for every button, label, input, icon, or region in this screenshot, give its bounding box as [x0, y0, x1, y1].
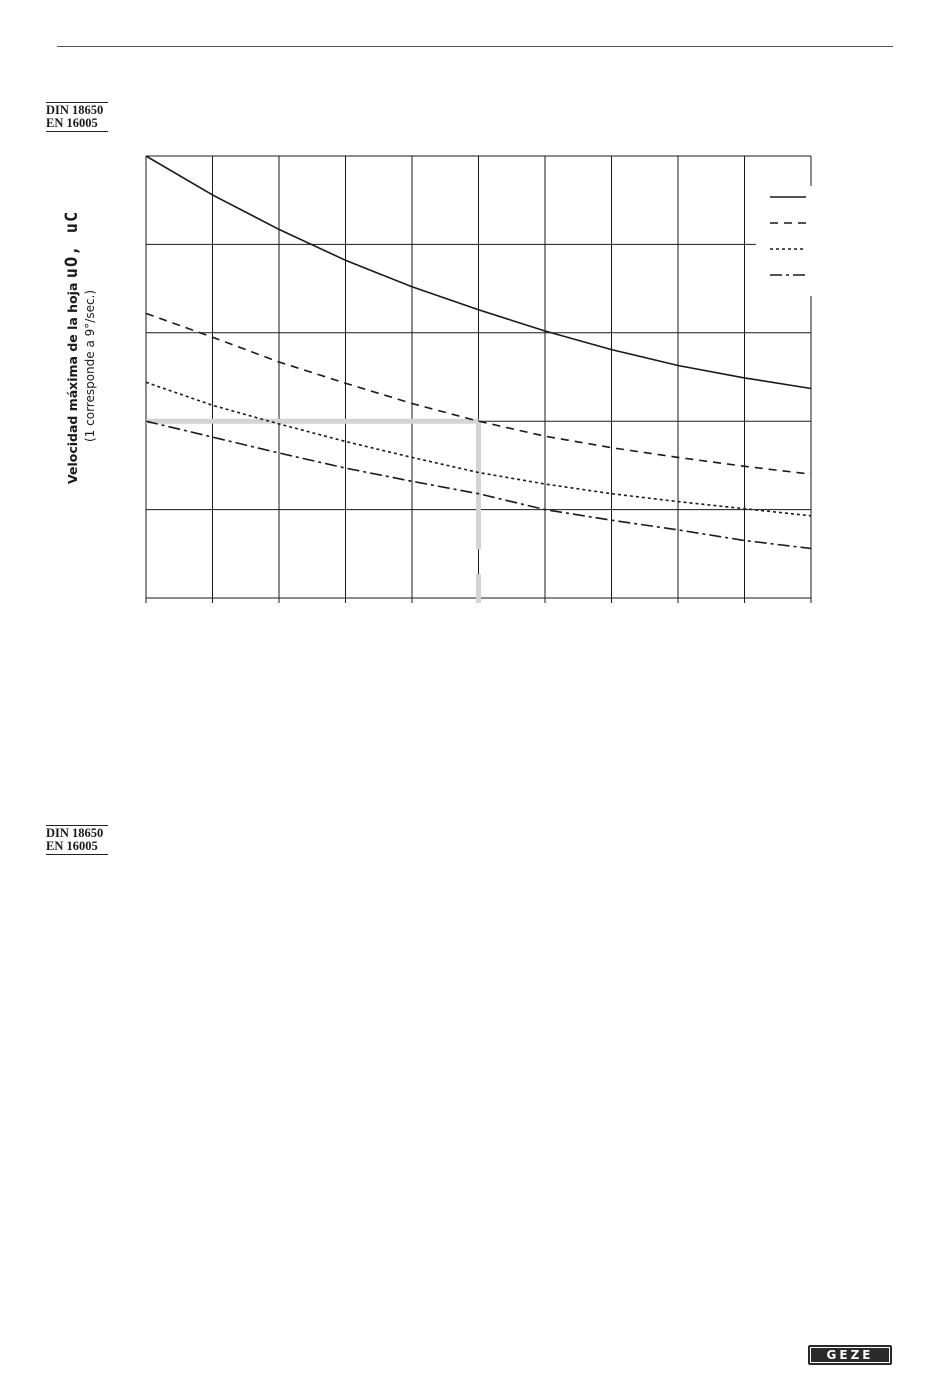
y-axis-note: (1 corresponde a 9°/sec.): [83, 289, 97, 442]
geze-logo-text: GEZE: [810, 1347, 890, 1363]
geze-logo: [808, 1345, 892, 1365]
norm-en: EN 16005: [46, 117, 108, 132]
norm-label-bottom: [46, 825, 108, 855]
legend-box: [756, 186, 816, 296]
y-axis-symbol: uO, uC: [62, 210, 82, 279]
norm-en-2: EN 16005: [46, 840, 108, 855]
norm-din: DIN 18650: [46, 102, 108, 117]
y-axis-label: [62, 211, 97, 484]
norm-din-2: DIN 18650: [46, 825, 108, 840]
y-axis-title: Velocidad máxima de la hoja uO, uC: [62, 210, 82, 484]
